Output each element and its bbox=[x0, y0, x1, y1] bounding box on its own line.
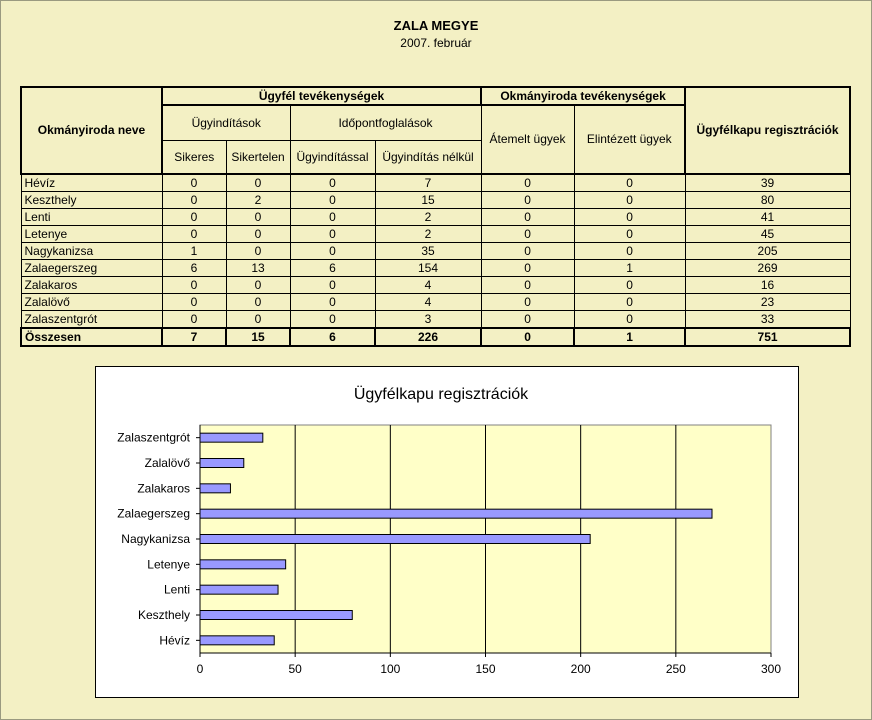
total-row bbox=[21, 328, 850, 346]
cell-registrations: 45 bbox=[685, 226, 850, 243]
cell-nelkul: 4 bbox=[375, 277, 481, 294]
header-sikeres: Sikeres bbox=[162, 141, 226, 175]
cell-registrations: 33 bbox=[685, 311, 850, 329]
cell-sikeres: 0 bbox=[162, 174, 226, 192]
cell-name: Összesen bbox=[21, 328, 162, 346]
bar bbox=[200, 585, 278, 594]
x-tick-label: 150 bbox=[475, 662, 496, 676]
cell-registrations: 269 bbox=[685, 260, 850, 277]
header-registrations: Ügyfélkapu regisztrációk bbox=[685, 87, 850, 174]
cell-sikertelen: 0 bbox=[226, 277, 290, 294]
chart-svg bbox=[96, 367, 798, 697]
y-tick-label: Nagykanizsa bbox=[121, 532, 190, 546]
cell-sikeres: 0 bbox=[162, 277, 226, 294]
cell-name: Lenti bbox=[21, 209, 162, 226]
cell-elintezett: 0 bbox=[574, 277, 685, 294]
cell-ugyinditassal: 0 bbox=[290, 209, 375, 226]
bar bbox=[200, 636, 274, 645]
header-office-name: Okmányiroda neve bbox=[21, 87, 162, 174]
page-title: ZALA MEGYE bbox=[393, 18, 479, 33]
cell-sikertelen: 0 bbox=[226, 294, 290, 311]
cell-sikeres: 0 bbox=[162, 192, 226, 209]
cell-sikertelen: 0 bbox=[226, 226, 290, 243]
cell-name: Zalalövő bbox=[21, 294, 162, 311]
cell-sikertelen: 0 bbox=[226, 243, 290, 260]
cell-registrations: 16 bbox=[685, 277, 850, 294]
bar bbox=[200, 484, 230, 493]
cell-nelkul: 35 bbox=[375, 243, 481, 260]
header-elintezett: Elintézett ügyek bbox=[574, 105, 685, 174]
cell-registrations: 41 bbox=[685, 209, 850, 226]
statistics-table bbox=[20, 86, 851, 347]
cell-atemelt: 0 bbox=[481, 226, 574, 243]
table-row bbox=[21, 311, 850, 329]
cell-ugyinditassal: 6 bbox=[290, 328, 375, 346]
cell-name: Zalakaros bbox=[21, 277, 162, 294]
cell-sikeres: 0 bbox=[162, 226, 226, 243]
cell-atemelt: 0 bbox=[481, 311, 574, 329]
cell-ugyinditassal: 0 bbox=[290, 277, 375, 294]
cell-nelkul: 3 bbox=[375, 311, 481, 329]
y-tick-label: Lenti bbox=[163, 582, 190, 597]
y-tick-label: Zalaszentgrót bbox=[117, 430, 190, 445]
cell-sikeres: 0 bbox=[162, 294, 226, 311]
table-row bbox=[21, 260, 850, 277]
header-group-client: Ügyfél tevékenységek bbox=[162, 87, 481, 105]
cell-atemelt: 0 bbox=[481, 328, 574, 346]
cell-registrations: 23 bbox=[685, 294, 850, 311]
bar bbox=[200, 459, 244, 468]
cell-nelkul: 2 bbox=[375, 226, 481, 243]
cell-nelkul: 15 bbox=[375, 192, 481, 209]
bar bbox=[200, 535, 590, 544]
cell-sikeres: 7 bbox=[162, 328, 226, 346]
table-row bbox=[21, 226, 850, 243]
x-tick-label: 300 bbox=[760, 662, 782, 676]
cell-sikertelen: 13 bbox=[226, 260, 290, 277]
bar bbox=[200, 433, 263, 442]
cell-elintezett: 0 bbox=[574, 192, 685, 209]
cell-sikeres: 0 bbox=[162, 311, 226, 329]
cell-sikertelen: 15 bbox=[226, 328, 290, 346]
x-tick-label: 50 bbox=[288, 662, 302, 676]
cell-elintezett: 0 bbox=[574, 311, 685, 329]
cell-atemelt: 0 bbox=[481, 277, 574, 294]
cell-name: Hévíz bbox=[21, 174, 162, 192]
cell-sikeres: 1 bbox=[162, 243, 226, 260]
header-ugyinditas-nelkul: Ügyindítás nélkül bbox=[375, 141, 481, 175]
header-group-office: Okmányiroda tevékenységek bbox=[481, 87, 685, 105]
cell-elintezett: 0 bbox=[574, 174, 685, 192]
cell-registrations: 39 bbox=[685, 174, 850, 192]
bar bbox=[200, 509, 712, 518]
cell-registrations: 751 bbox=[685, 328, 850, 346]
cell-ugyinditassal: 0 bbox=[290, 311, 375, 329]
y-tick-label: Hévíz bbox=[159, 633, 190, 648]
bar bbox=[200, 611, 352, 620]
cell-ugyinditassal: 0 bbox=[290, 226, 375, 243]
cell-elintezett: 0 bbox=[574, 294, 685, 311]
bar bbox=[200, 560, 286, 569]
cell-sikertelen: 0 bbox=[226, 209, 290, 226]
cell-elintezett: 1 bbox=[574, 260, 685, 277]
cell-elintezett: 0 bbox=[574, 243, 685, 260]
chart-title: Ügyfélkapu regisztrációk bbox=[353, 386, 529, 403]
cell-atemelt: 0 bbox=[481, 294, 574, 311]
header-ugyinditassal: Ügyindítással bbox=[290, 141, 375, 175]
y-tick-label: Zalakaros bbox=[137, 481, 190, 496]
cell-nelkul: 226 bbox=[375, 328, 481, 346]
cell-registrations: 205 bbox=[685, 243, 850, 260]
cell-name: Keszthely bbox=[21, 192, 162, 209]
cell-sikertelen: 0 bbox=[226, 311, 290, 329]
x-tick-label: 0 bbox=[196, 662, 204, 676]
cell-atemelt: 0 bbox=[481, 192, 574, 209]
header-sikertelen: Sikertelen bbox=[226, 141, 290, 175]
cell-ugyinditassal: 6 bbox=[290, 260, 375, 277]
cell-sikertelen: 0 bbox=[226, 174, 290, 192]
table-row bbox=[21, 209, 850, 226]
y-tick-label: Letenye bbox=[147, 557, 190, 572]
cell-nelkul: 7 bbox=[375, 174, 481, 192]
y-tick-label: Keszthely bbox=[137, 608, 190, 622]
cell-registrations: 80 bbox=[685, 192, 850, 209]
cell-ugyinditassal: 0 bbox=[290, 294, 375, 311]
cell-atemelt: 0 bbox=[481, 209, 574, 226]
table-row bbox=[21, 277, 850, 294]
cell-atemelt: 0 bbox=[481, 260, 574, 277]
table-row bbox=[21, 243, 850, 260]
cell-elintezett: 0 bbox=[574, 209, 685, 226]
cell-name: Nagykanizsa bbox=[21, 243, 162, 260]
cell-ugyinditassal: 0 bbox=[290, 192, 375, 209]
y-tick-label: Zalalövő bbox=[144, 456, 190, 470]
y-tick-label: Zalaegerszeg bbox=[117, 506, 190, 521]
cell-nelkul: 4 bbox=[375, 294, 481, 311]
cell-ugyinditassal: 0 bbox=[290, 174, 375, 192]
header-atemelt: Átemelt ügyek bbox=[481, 105, 574, 174]
x-tick-label: 100 bbox=[380, 662, 401, 676]
cell-name: Zalaszentgrót bbox=[21, 311, 162, 329]
cell-nelkul: 154 bbox=[375, 260, 481, 277]
cell-name: Zalaegerszeg bbox=[21, 260, 162, 277]
cell-elintezett: 0 bbox=[574, 226, 685, 243]
cell-atemelt: 0 bbox=[481, 174, 574, 192]
cell-ugyinditassal: 0 bbox=[290, 243, 375, 260]
header-ugyinditasok: Ügyindítások bbox=[162, 105, 290, 141]
table-row bbox=[21, 192, 850, 209]
cell-name: Letenye bbox=[21, 226, 162, 243]
table-row bbox=[21, 174, 850, 192]
cell-atemelt: 0 bbox=[481, 243, 574, 260]
table-row bbox=[21, 294, 850, 311]
page-subtitle: 2007. február bbox=[400, 36, 472, 50]
cell-sikeres: 6 bbox=[162, 260, 226, 277]
cell-sikeres: 0 bbox=[162, 209, 226, 226]
registrations-chart bbox=[95, 366, 799, 698]
cell-sikertelen: 2 bbox=[226, 192, 290, 209]
cell-nelkul: 2 bbox=[375, 209, 481, 226]
x-tick-label: 200 bbox=[570, 662, 591, 676]
header-idopontfoglalasok: Időpontfoglalások bbox=[290, 105, 481, 141]
x-tick-label: 250 bbox=[665, 662, 686, 676]
cell-elintezett: 1 bbox=[574, 328, 685, 346]
